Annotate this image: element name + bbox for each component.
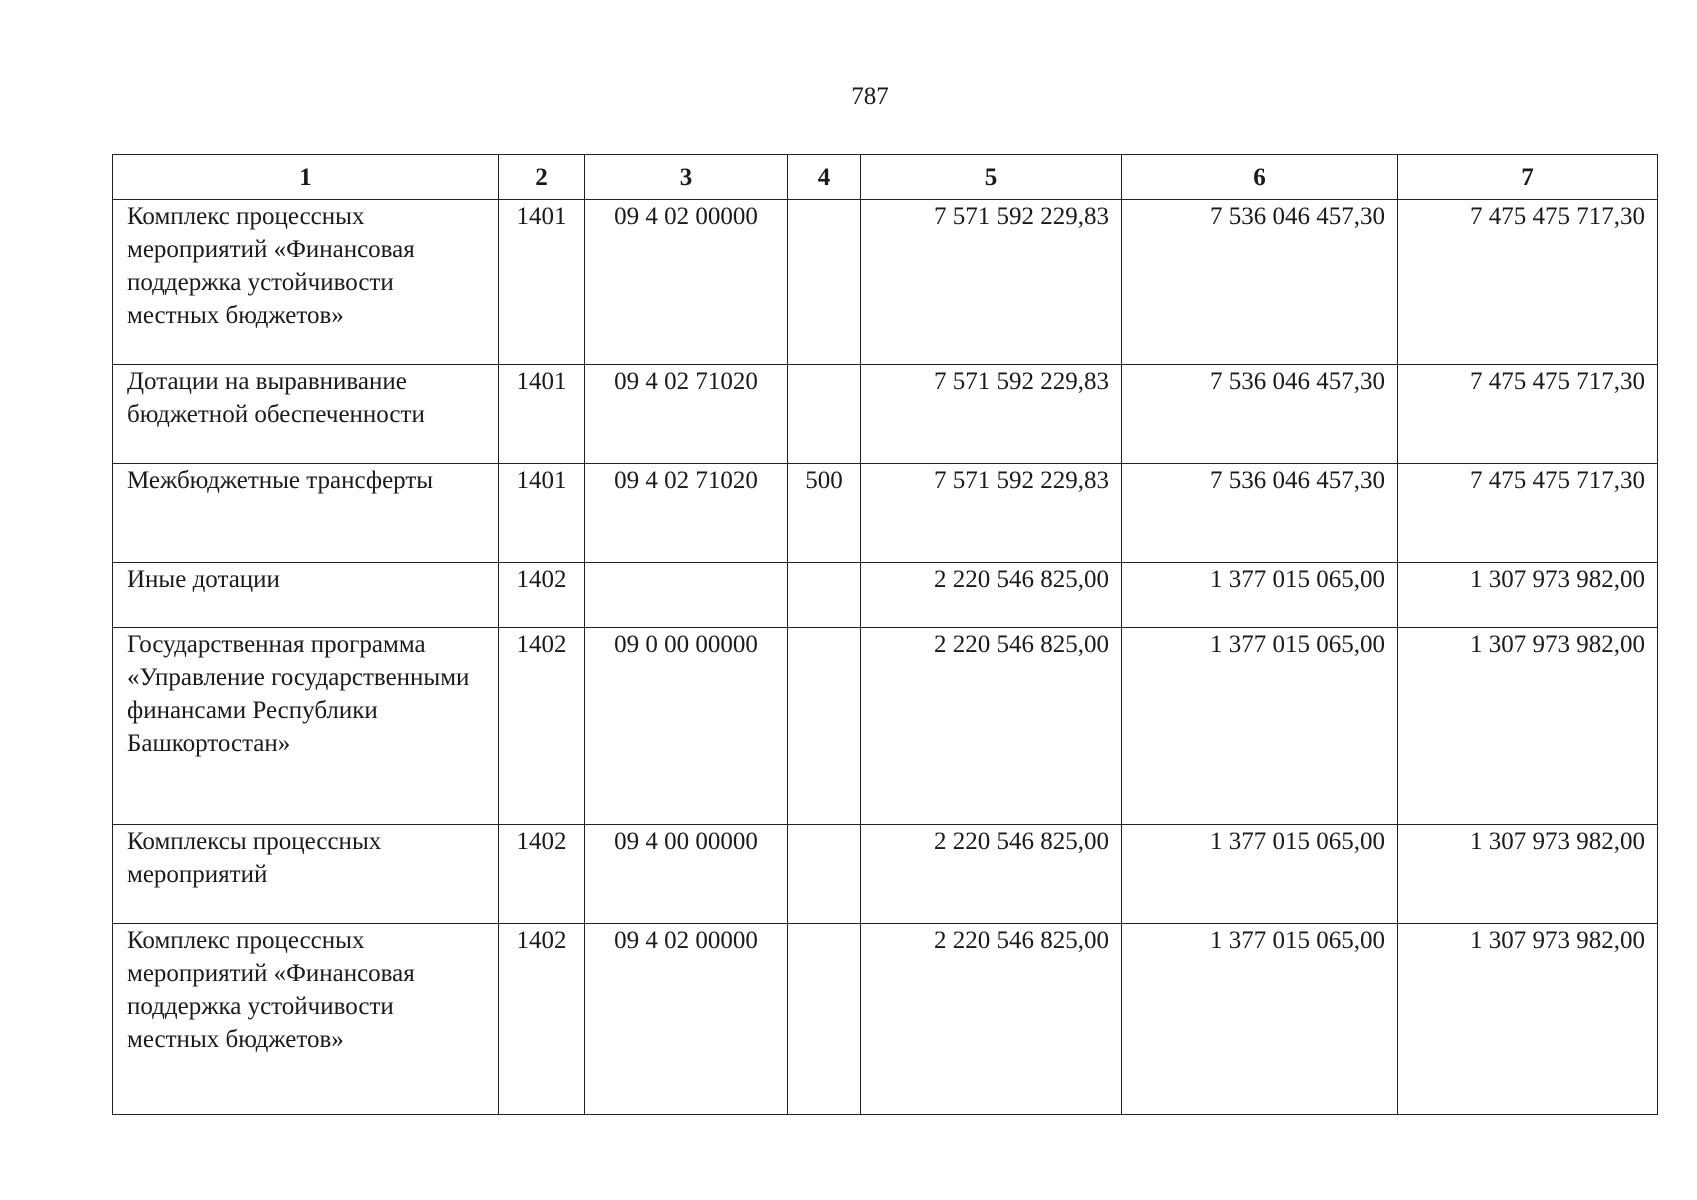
row-amount-1: 2 220 546 825,00 bbox=[861, 563, 1122, 628]
column-header-5: 5 bbox=[861, 155, 1122, 200]
row-csr: 09 0 00 00000 bbox=[585, 628, 788, 825]
row-amount-2: 7 536 046 457,30 bbox=[1122, 200, 1398, 365]
column-header-6: 6 bbox=[1122, 155, 1398, 200]
page-number: 787 bbox=[851, 83, 889, 110]
row-amount-2: 1 377 015 065,00 bbox=[1122, 563, 1398, 628]
table-header-row bbox=[113, 155, 1658, 200]
row-vr bbox=[788, 563, 861, 628]
table-row bbox=[113, 825, 1658, 924]
row-amount-1: 7 571 592 229,83 bbox=[861, 200, 1122, 365]
table-row bbox=[113, 924, 1658, 1115]
row-section: 1401 bbox=[499, 464, 585, 563]
row-vr: 500 bbox=[788, 464, 861, 563]
row-amount-3: 1 307 973 982,00 bbox=[1398, 563, 1658, 628]
row-section: 1402 bbox=[499, 825, 585, 924]
column-header-2: 2 bbox=[499, 155, 585, 200]
row-vr bbox=[788, 924, 861, 1115]
row-name: Комплекс процессных мероприятий «Финансовая поддержка устойчивости местных бюджетов» bbox=[113, 924, 499, 1115]
table-row bbox=[113, 464, 1658, 563]
table-row bbox=[113, 365, 1658, 464]
row-csr bbox=[585, 563, 788, 628]
table-row bbox=[113, 563, 1658, 628]
column-header-1: 1 bbox=[113, 155, 499, 200]
row-vr bbox=[788, 200, 861, 365]
row-csr: 09 4 02 00000 bbox=[585, 200, 788, 365]
row-amount-2: 7 536 046 457,30 bbox=[1122, 365, 1398, 464]
row-amount-3: 7 475 475 717,30 bbox=[1398, 464, 1658, 563]
row-amount-1: 2 220 546 825,00 bbox=[861, 924, 1122, 1115]
row-section: 1401 bbox=[499, 365, 585, 464]
row-amount-2: 1 377 015 065,00 bbox=[1122, 825, 1398, 924]
row-amount-1: 2 220 546 825,00 bbox=[861, 628, 1122, 825]
row-name: Комплексы процессных мероприятий bbox=[113, 825, 499, 924]
row-amount-2: 1 377 015 065,00 bbox=[1122, 628, 1398, 825]
row-amount-3: 1 307 973 982,00 bbox=[1398, 924, 1658, 1115]
row-csr: 09 4 02 71020 bbox=[585, 365, 788, 464]
budget-table bbox=[112, 154, 1658, 1115]
row-amount-1: 7 571 592 229,83 bbox=[861, 365, 1122, 464]
row-csr: 09 4 00 00000 bbox=[585, 825, 788, 924]
row-vr bbox=[788, 628, 861, 825]
row-amount-3: 7 475 475 717,30 bbox=[1398, 200, 1658, 365]
column-header-3: 3 bbox=[585, 155, 788, 200]
column-header-7: 7 bbox=[1398, 155, 1658, 200]
column-header-4: 4 bbox=[788, 155, 861, 200]
row-amount-3: 1 307 973 982,00 bbox=[1398, 825, 1658, 924]
row-name: Государственная программа «Управление государственными финансами Республики Башкортостан» bbox=[113, 628, 499, 825]
row-amount-1: 2 220 546 825,00 bbox=[861, 825, 1122, 924]
table-row bbox=[113, 628, 1658, 825]
row-amount-2: 1 377 015 065,00 bbox=[1122, 924, 1398, 1115]
row-name: Дотации на выравнивание бюджетной обеспеченности bbox=[113, 365, 499, 464]
table-row bbox=[113, 200, 1658, 365]
row-name: Иные дотации bbox=[113, 563, 499, 628]
row-amount-2: 7 536 046 457,30 bbox=[1122, 464, 1398, 563]
row-name: Комплекс процессных мероприятий «Финансовая поддержка устойчивости местных бюджетов» bbox=[113, 200, 499, 365]
row-amount-1: 7 571 592 229,83 bbox=[861, 464, 1122, 563]
row-section: 1401 bbox=[499, 200, 585, 365]
row-section: 1402 bbox=[499, 563, 585, 628]
row-amount-3: 7 475 475 717,30 bbox=[1398, 365, 1658, 464]
row-vr bbox=[788, 825, 861, 924]
row-name: Межбюджетные трансферты bbox=[113, 464, 499, 563]
row-section: 1402 bbox=[499, 924, 585, 1115]
row-section: 1402 bbox=[499, 628, 585, 825]
row-csr: 09 4 02 00000 bbox=[585, 924, 788, 1115]
row-amount-3: 1 307 973 982,00 bbox=[1398, 628, 1658, 825]
row-vr bbox=[788, 365, 861, 464]
row-csr: 09 4 02 71020 bbox=[585, 464, 788, 563]
